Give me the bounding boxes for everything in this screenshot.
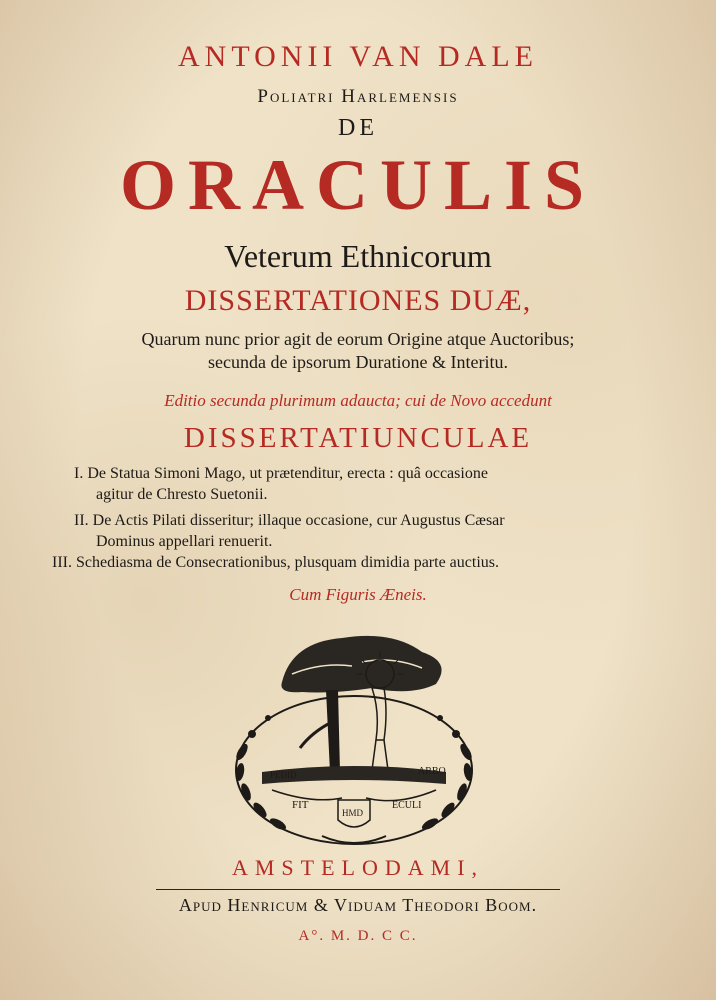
- main-title: ORACULIS: [119, 145, 597, 225]
- figures-line: Cum Figuris Æneis.: [289, 585, 427, 604]
- emblem-label-pedid: PEDID: [270, 770, 297, 780]
- year-line: A°. M. D. C C.: [298, 928, 418, 944]
- de-word: DE: [338, 115, 378, 141]
- dissertatiunculae-heading: DISSERTATIUNCULAE: [183, 422, 533, 454]
- item-2-line-1: II. De Actis Pilati disseritur; illaque occasione, cur Augustus Cæsar: [74, 512, 505, 529]
- divider-rule: [156, 889, 560, 890]
- description-line-1: Quarum nunc prior agit de eorum Origine atque Auctoribus;: [141, 329, 575, 349]
- place-of-publication: AMSTELODAMI,: [231, 855, 485, 880]
- item-1-line-1: I. De Statua Simoni Mago, ut prætenditur, erecta : quâ occasione: [74, 465, 488, 482]
- emblem-label-fit: FIT: [292, 799, 309, 811]
- item-2-line-2: Dominus appellari renuerit.: [96, 533, 273, 550]
- publisher-line: Apud Henricum & Viduam Theodori Boom.: [178, 895, 538, 915]
- printer-device-emblem: [222, 622, 486, 854]
- author-name: ANTONII VAN DALE: [178, 40, 538, 73]
- emblem-label-hmd: HMD: [342, 808, 364, 818]
- dissertationes-heading: DISSERTATIONES DUÆ,: [184, 284, 532, 317]
- subtitle: Veterum Ethnicorum: [224, 238, 492, 274]
- emblem-label-arbo: ARBO: [418, 766, 446, 777]
- item-1-line-2: agitur de Chresto Suetonii.: [96, 486, 268, 503]
- description-line-2: secunda de ipsorum Duratione & Interitu.: [208, 352, 508, 372]
- emblem-label-eculi: ECULI: [392, 800, 422, 811]
- author-title: Poliatri Harlemensis: [257, 86, 459, 107]
- edition-line: Editio secunda plurimum adaucta; cui de Novo accedunt: [164, 391, 552, 410]
- item-3-line-1: III. Schediasma de Consecrationibus, plusquam dimidia parte auctius.: [52, 554, 499, 571]
